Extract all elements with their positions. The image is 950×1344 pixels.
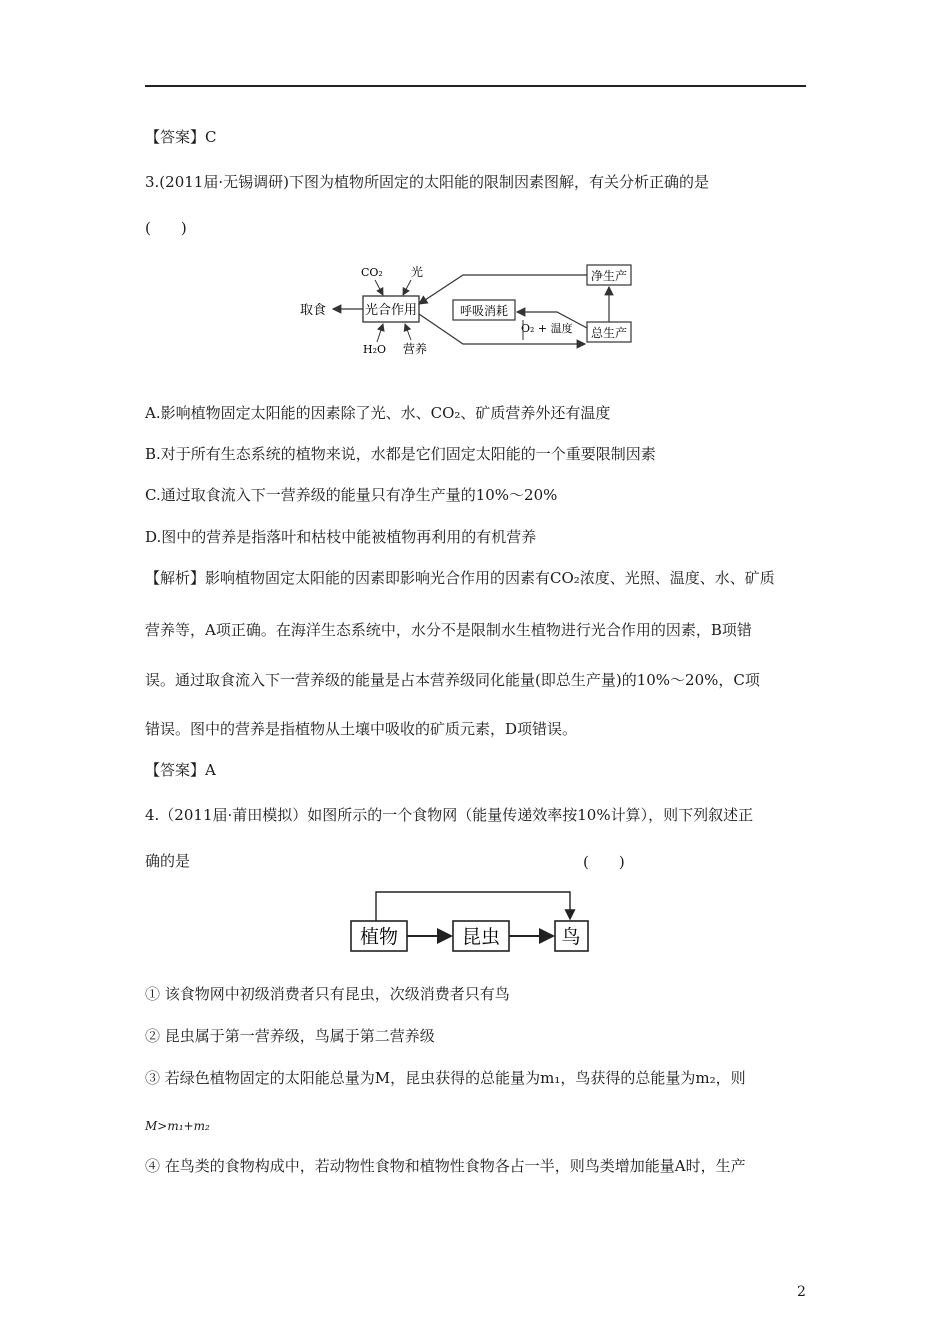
diag-o2-temp: O₂ + 温度 [521, 322, 573, 335]
q4-food-web-diagram [348, 888, 593, 954]
q4-item-1: ① 该食物网中初级消费者只有昆虫，次级消费者只有鸟 [145, 985, 510, 1003]
q4-item-3-cont: M>m₁+m₂ [145, 1119, 210, 1133]
answer-q3: 【答案】A [145, 761, 216, 779]
diag-respiration: 呼吸消耗 [459, 304, 509, 318]
q4-item-3: ③ 若绿色植物固定的太阳能总量为M，昆虫获得的总能量为m₁，鸟获得的总能量为m₂，则 [145, 1069, 746, 1087]
q3-option-b: B.对于所有生态系统的植物来说，水都是它们固定太阳能的一个重要限制因素 [145, 445, 656, 463]
food-web-bird: 鸟 [561, 926, 581, 948]
header-rule [145, 85, 806, 87]
diag-co2: CO₂ [361, 266, 383, 279]
q3-analysis-4: 错误。图中的营养是指植物从土壤中吸收的矿质元素，D项错误。 [145, 720, 578, 738]
q4-stem-2: 确的是 [145, 852, 191, 870]
diag-h2o: H₂O [363, 343, 387, 356]
q3-option-a: A.影响植物固定太阳能的因素除了光、水、CO₂、矿质营养外还有温度 [145, 404, 611, 422]
food-web-plant: 植物 [359, 926, 399, 948]
diag-nutrient: 营养 [403, 342, 428, 356]
diag-take-food: 取食 [300, 303, 327, 318]
answer-q2: 【答案】C [145, 128, 217, 146]
diag-gross-production: 总生产 [590, 326, 628, 340]
q3-diagram [295, 258, 645, 370]
food-web-insect: 昆虫 [461, 926, 501, 948]
page-number: 2 [797, 1284, 806, 1300]
q4-stem-1: 4.（2011届·莆田模拟）如图所示的一个食物网（能量传递效率按10%计算），则下列叙述正 [145, 806, 754, 824]
diag-light: 光 [411, 265, 424, 279]
q3-option-c: C.通过取食流入下一营养级的能量只有净生产量的10%～20% [145, 486, 558, 504]
diag-net-production: 净生产 [590, 269, 628, 283]
q3-paren: ( ) [145, 219, 187, 237]
q4-paren: ( ) [583, 853, 625, 871]
q3-option-d: D.图中的营养是指落叶和枯枝中能被植物再利用的有机营养 [145, 528, 537, 546]
q3-analysis-3: 误。通过取食流入下一营养级的能量是占本营养级同化能量(即总生产量)的10%～20%，C项 [145, 671, 760, 689]
q3-stem: 3.(2011届·无锡调研)下图为植物所固定的太阳能的限制因素图解，有关分析正确的是 [145, 173, 709, 191]
diag-photosynthesis: 光合作用 [364, 303, 418, 318]
q4-item-2: ② 昆虫属于第一营养级，鸟属于第二营养级 [145, 1027, 435, 1045]
q4-item-4: ④ 在鸟类的食物构成中，若动物性食物和植物性食物各占一半，则鸟类增加能量A时，生产 [145, 1157, 746, 1175]
q3-analysis-2: 营养等，A项正确。在海洋生态系统中，水分不是限制水生植物进行光合作用的因素，B项错 [145, 621, 752, 639]
q3-analysis-1: 【解析】影响植物固定太阳能的因素即影响光合作用的因素有CO₂浓度、光照、温度、水、矿质 [145, 569, 775, 587]
